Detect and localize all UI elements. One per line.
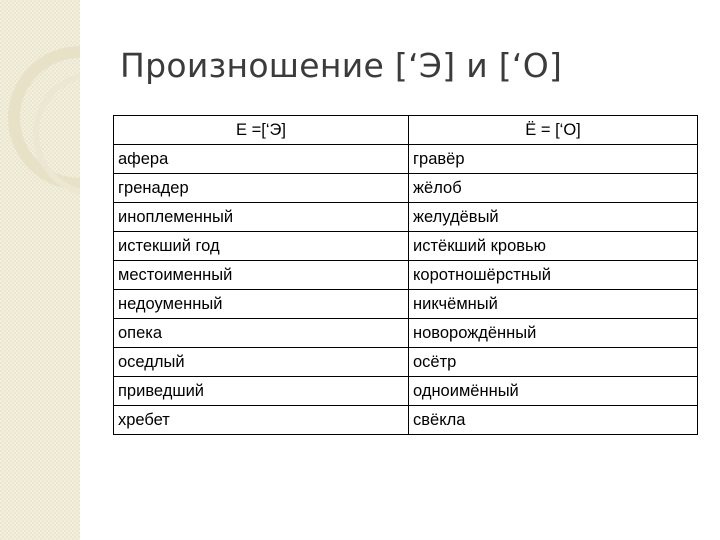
table-row [114, 377, 698, 406]
word-yo-cell: жёлоб [409, 174, 698, 203]
table-row [114, 290, 698, 319]
word-yo-cell: истёкший кровью [409, 232, 698, 261]
table-row [114, 203, 698, 232]
table-header-row [114, 116, 698, 145]
table-row [114, 348, 698, 377]
word-e-cell: оседлый [114, 348, 409, 377]
word-e-cell: хребет [114, 406, 409, 435]
word-yo-cell: гравёр [409, 145, 698, 174]
word-yo-cell: коротношёрстный [409, 261, 698, 290]
word-e-cell: приведший [114, 377, 409, 406]
table-row [114, 406, 698, 435]
word-yo-cell: осётр [409, 348, 698, 377]
header-yo-column: Ё = [‘О] [409, 116, 698, 145]
word-yo-cell: новорождённый [409, 319, 698, 348]
decorative-circles [0, 0, 80, 540]
table-row [114, 174, 698, 203]
word-yo-cell: одноимённый [409, 377, 698, 406]
word-e-cell: истекший год [114, 232, 409, 261]
header-e-column: Е =[‘Э] [114, 116, 409, 145]
pronunciation-table [113, 115, 698, 435]
word-yo-cell: никчёмный [409, 290, 698, 319]
word-e-cell: иноплеменный [114, 203, 409, 232]
word-e-cell: недоуменный [114, 290, 409, 319]
table-row [114, 319, 698, 348]
word-e-cell: афера [114, 145, 409, 174]
word-e-cell: местоименный [114, 261, 409, 290]
word-e-cell: гренадер [114, 174, 409, 203]
slide-title: Произношение [‘Э] и [‘О] [120, 46, 563, 85]
word-yo-cell: желудёвый [409, 203, 698, 232]
word-e-cell: опека [114, 319, 409, 348]
table-row [114, 145, 698, 174]
table-row [114, 261, 698, 290]
word-yo-cell: свёкла [409, 406, 698, 435]
table-row [114, 232, 698, 261]
